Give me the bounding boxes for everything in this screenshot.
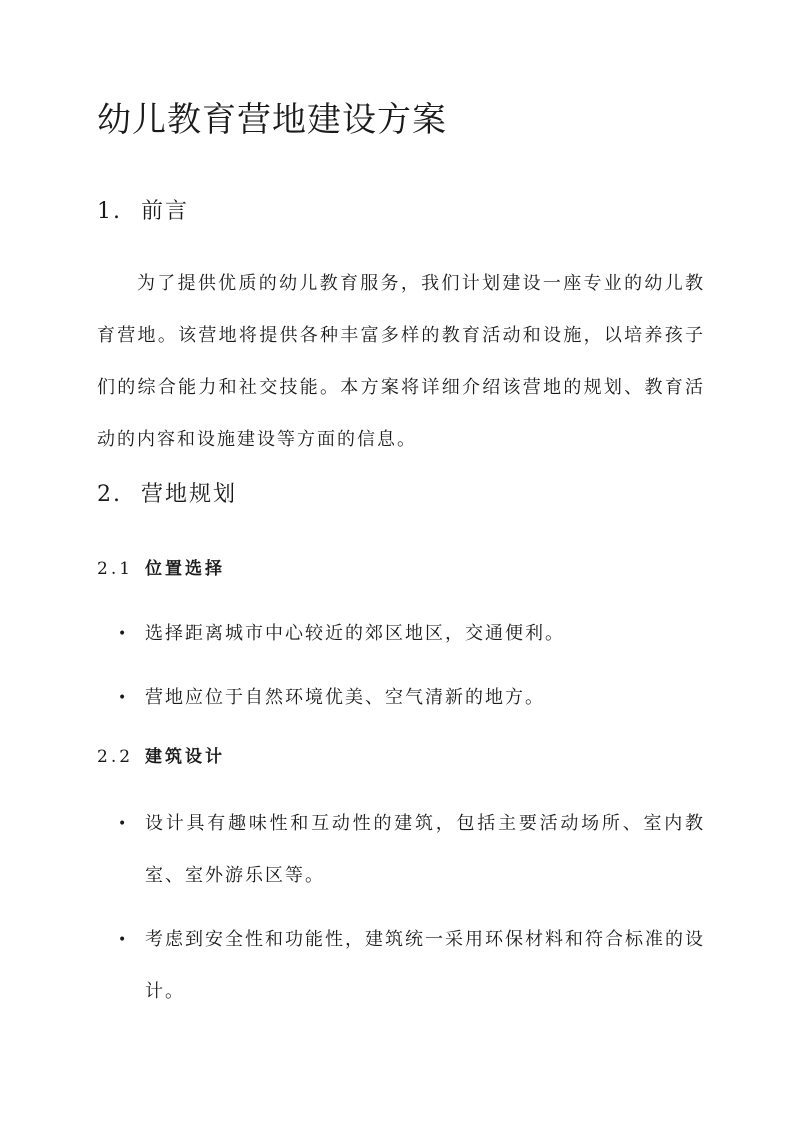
list-item-text: 营地应位于自然环境优美、空气清新的地方。 [145,687,545,708]
preface-paragraph: 为了提供优质的幼儿教育服务，我们计划建设一座专业的幼儿教育营地。该营地将提供各种丰富多样的教育活动和设施，以培养孩子们的综合能力和社交技能。本方案将详细介绍该营地的规划、教育活动的内容和设施建设等方面的信息。 [97,273,705,450]
section-number: 2. [97,482,122,507]
section-heading-preface [97,197,189,227]
subsection-heading-building-design [97,745,225,769]
section-heading-camp-planning [97,480,237,510]
list-item-text: 考虑到安全性和功能性，建筑统一采用环保材料和符合标准的设计。 [145,929,705,1002]
bullet-icon: • [118,690,129,706]
list-item-text: 选择距离城市中心较近的郊区地区，交通便利。 [145,623,565,644]
list-item [97,914,705,1018]
subsection-title: 建筑设计 [145,747,225,767]
section-title: 营地规划 [141,482,238,507]
subsection-number: 2.2 [97,747,134,767]
list-item [97,798,705,902]
list-item-text: 设计具有趣味性和互动性的建筑，包括主要活动场所、室内教室、室外游乐区等。 [145,813,705,886]
subsection-heading-location [97,557,225,581]
building-design-list [97,798,705,1018]
section-title: 前言 [141,199,190,224]
bullet-icon: • [118,816,129,832]
subsection-title: 位置选择 [145,559,225,579]
list-item [97,608,705,660]
location-list [97,608,705,724]
section-number: 1. [97,199,122,224]
document-title: 幼儿教育营地建设方案 [97,100,447,140]
subsection-number: 2.1 [97,559,134,579]
list-item [97,672,705,724]
bullet-icon: • [118,626,129,642]
bullet-icon: • [118,932,129,948]
